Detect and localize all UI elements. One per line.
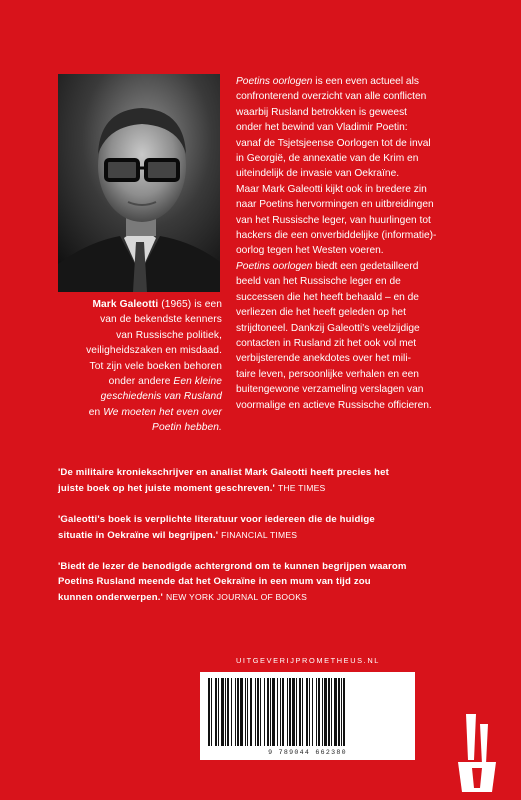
barcode-bar [250, 678, 252, 746]
publisher-url: UITGEVERIJPROMETHEUS.NL [236, 656, 380, 665]
barcode-bar [331, 678, 332, 746]
description-paragraph-2: Maar Mark Galeotti kijkt ook in bredere zin naar Poetins hervormingen en uitbreidingen van het Russische leger, van huurlingen tot hackers die een onverbiddelijke (informatie)- oorlog tegen het Westen voeren. [236, 183, 437, 257]
barcode-bar [318, 678, 320, 746]
author-name: Mark Galeotti [92, 299, 159, 310]
barcode-bar [302, 678, 303, 746]
barcode-bar [280, 678, 281, 746]
barcode-bar [272, 678, 275, 746]
barcode-bar [237, 678, 239, 746]
description-paragraph-1: Poetins oorlogen is een even actueel als confronterend overzicht van alle conflicten waarbij Rusland betrokken is geweest onder het bewind van Vladimir Poetin: vanaf de Tsjetsjeense Oorlogen tot de inval in Georgië, de annexatie van de Krim en uiteindelijk de invasie van Oekraïne. [236, 76, 431, 180]
barcode-bar [296, 678, 297, 746]
barcode-bar [270, 678, 271, 746]
review-quotes [58, 466, 463, 622]
barcode-bar [267, 678, 269, 746]
book-title: Poetins oorlogen [236, 260, 313, 272]
barcode-bar [211, 678, 212, 746]
barcode-bar [287, 678, 288, 746]
barcode-bar [322, 678, 323, 746]
barcode-bar [292, 678, 295, 746]
review-quote: 'Galeotti's boek is verplichte literatuur voor iedereen die de huidige situatie in Oekraïne wil begrijpen.' FINANCIAL TIMES [58, 514, 375, 541]
barcode-bar [245, 678, 246, 746]
barcode-bar [316, 678, 317, 746]
author-portrait-image [58, 74, 220, 292]
barcode-bar [215, 678, 217, 746]
barcode-bar [324, 678, 327, 746]
barcode-bar [312, 678, 313, 746]
book-title: Poetin hebben. [152, 422, 222, 434]
barcode-bar [306, 678, 308, 746]
book-title: We moeten het even over [103, 406, 222, 418]
barcode-bar [255, 678, 256, 746]
barcode-bar [264, 678, 265, 746]
barcode-bar [260, 678, 261, 746]
quote-source: NEW YORK JOURNAL OF BOOKS [165, 591, 308, 602]
barcode-bar [240, 678, 243, 746]
barcode-bar [257, 678, 259, 746]
book-title: Poetins oorlogen [236, 76, 313, 87]
barcode-bar [218, 678, 219, 746]
book-title: geschiedenis van Rusland [100, 391, 222, 403]
book-description [236, 74, 458, 413]
book-title: Een kleine [173, 376, 222, 388]
barcode-bar [247, 678, 248, 746]
isbn-number: 9 789044 662380 [268, 749, 347, 756]
barcode-bar [299, 678, 301, 746]
isbn-barcode [200, 672, 415, 760]
barcode-bar [334, 678, 337, 746]
barcode-bar [328, 678, 330, 746]
review-quote: 'De militaire kroniekschrijver en analist Mark Galeotti heeft precies het juiste boek op het juiste moment geschreven.' THE TIMES [58, 467, 390, 494]
barcode-bar [282, 678, 284, 746]
description-paragraph-3: Poetins oorlogen biedt een gedetailleerd beeld van het Russische leger en de successen die het heeft behaald – en de verliezen die het heeft geleden op het strijdtoneel. Dankzij Galeotti's veelzijdige contacten in Rusland zit het ook vol met verbijsterende anekdotes over het mili- taire leven, persoonlijke verhalen en een buitengewone verzameling verslagen van voormalige en actieve Russische officieren. [236, 260, 432, 411]
quote-source: FINANCIAL TIMES [221, 529, 298, 540]
barcode-bar [341, 678, 342, 746]
author-bio: Mark Galeotti (1965) is een van de bekendste kenners van Russische politiek, veiligheidszaken en misdaad. Tot zijn vele boeken behoren onder andere Een kleine geschiedenis van Rusland en We moeten het even over Poetin hebben. [86, 299, 222, 434]
barcode-bar [227, 678, 229, 746]
barcode-bar [221, 678, 224, 746]
quote-source: THE TIMES [277, 482, 326, 493]
barcode-bar [277, 678, 278, 746]
barcode-bar [289, 678, 291, 746]
barcode-bar [231, 678, 232, 746]
barcode-bars [200, 672, 415, 760]
author-photo [58, 74, 220, 292]
publisher-logo-icon [452, 714, 502, 792]
barcode-bar [225, 678, 226, 746]
barcode-bar [309, 678, 310, 746]
review-quote: 'Biedt de lezer de benodigde achtergrond om te kunnen begrijpen waarom Poetins Rusland meende dat het Oekraïne in een mum van tijd zou kunnen onderwerpen.' NEW YORK JOURNAL OF BOOKS [58, 561, 407, 603]
barcode-bar [208, 678, 210, 746]
barcode-bar [235, 678, 236, 746]
barcode-bar [338, 678, 340, 746]
barcode-bar [343, 678, 345, 746]
